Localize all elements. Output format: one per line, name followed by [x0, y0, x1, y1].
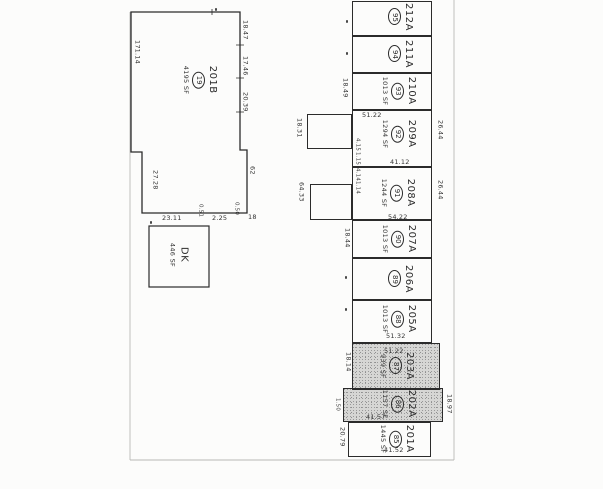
unit-201B-name: 201B: [207, 66, 218, 94]
unit-203A-id: 87: [392, 361, 400, 371]
unit-205A-label: [381, 305, 417, 334]
dimension-text: 18: [248, 213, 257, 221]
dimension-text: 1.15: [354, 152, 361, 166]
tick-mark: [346, 20, 348, 23]
unit-201A-id: 85: [392, 434, 400, 444]
unit-205A-id: 88: [394, 314, 402, 324]
dimension-text: 41.12: [390, 158, 410, 166]
unit-209A-extension-outline: [307, 114, 352, 149]
unit-202A-name: 202A: [406, 390, 417, 418]
unit-201B-area: 4195 SF: [182, 65, 190, 95]
tick-mark: [150, 221, 152, 224]
dimension-text: 41.57: [366, 413, 386, 421]
unit-206A-name: 206A: [403, 265, 414, 293]
unit-206A-id-circle: [388, 271, 401, 288]
dimension-text: 51.32: [386, 332, 406, 340]
dimension-text: 64.33: [297, 182, 306, 202]
unit-208A-area: 1244 SF: [380, 178, 388, 208]
dimension-text: 26.44: [436, 120, 445, 140]
unit-209A-name: 209A: [406, 120, 417, 148]
dimension-text: 51.22: [384, 347, 404, 355]
unit-201B-outline: [131, 12, 250, 216]
unit-210A-id-circle: [391, 82, 404, 99]
dimension-text: 51.22: [362, 111, 382, 119]
dimension-text: 18.97: [445, 394, 454, 414]
unit-201B-label: [182, 66, 218, 95]
unit-202A-id: 86: [394, 399, 402, 409]
unit-208A-name: 208A: [405, 179, 416, 207]
unit-DK-name: DK: [178, 247, 190, 263]
unit-211A-id: 94: [391, 49, 399, 59]
unit-201A-name: 201A: [404, 425, 415, 453]
unit-206A-label: [388, 265, 414, 293]
dimension-text: 1.14: [354, 181, 361, 195]
unit-205A-area: 1013 SF: [381, 304, 389, 334]
dimension-text: 2.25: [212, 214, 228, 222]
unit-212A-label: [388, 3, 414, 31]
unit-208A-id: 91: [393, 188, 401, 198]
dimension-text: 4.14: [354, 168, 361, 182]
dimension-text: 4.15: [354, 138, 361, 152]
dimension-text: 27.28: [151, 170, 160, 190]
tick-mark: [345, 308, 347, 311]
unit-209A-label: [381, 120, 417, 149]
unit-201A-area: 1445 SF: [379, 424, 387, 454]
unit-203A-area: 939 SF: [379, 353, 387, 379]
dimension-text: 18.44: [343, 228, 352, 248]
unit-205A-id-circle: [391, 310, 404, 327]
unit-206A-id: 89: [391, 274, 399, 284]
unit-209A-id-circle: [391, 125, 404, 142]
unit-209A-area: 1294 SF: [381, 119, 389, 149]
unit-203A-label: [379, 352, 415, 380]
unit-212A-name: 212A: [403, 3, 414, 31]
unit-DK-label: [169, 243, 190, 267]
unit-201A-id-circle: [389, 430, 402, 447]
unit-211A-name: 211A: [403, 40, 414, 68]
tick-mark: [215, 8, 217, 11]
unit-208A-id-circle: [390, 184, 403, 201]
dimension-text: 20.39: [241, 92, 250, 112]
dimension-text: 1.50: [334, 398, 341, 412]
dimension-text: 0.50: [233, 202, 240, 216]
unit-210A-area: 1013 SF: [381, 76, 389, 106]
unit-210A-name: 210A: [406, 77, 417, 105]
tick-mark: [346, 52, 348, 55]
dimension-text: 62: [248, 166, 257, 175]
dimension-text: 18.31: [295, 118, 304, 138]
dimension-text: 17.46: [241, 56, 250, 76]
unit-212A-id: 95: [391, 12, 399, 22]
unit-207A-id-circle: [391, 230, 404, 247]
unit-201B-id-circle: [192, 71, 205, 88]
unit-202A-area: 1157 SF: [381, 389, 389, 419]
dimension-text: 18.14: [344, 352, 353, 372]
tick-mark: [345, 276, 347, 279]
dimension-text: 26.44: [436, 180, 445, 200]
dimension-text: 18.47: [241, 20, 250, 40]
dimension-text: 23.11: [162, 214, 182, 222]
unit-210A-label: [381, 77, 417, 106]
unit-202A-label: [381, 390, 417, 419]
unit-202A-id-circle: [391, 395, 404, 412]
unit-208A-extension-outline: [310, 184, 352, 220]
unit-208A-label: [380, 179, 416, 208]
unit-211A-id-circle: [388, 46, 401, 63]
unit-207A-label: [381, 225, 417, 254]
survey-tick-marks: [212, 9, 244, 112]
unit-205A-name: 205A: [406, 305, 417, 333]
unit-207A-name: 207A: [406, 225, 417, 253]
unit-209A-id: 92: [394, 129, 402, 139]
unit-210A-id: 93: [394, 86, 402, 96]
unit-211A-label: [388, 40, 414, 68]
dimension-text: 41.52: [384, 446, 404, 454]
unit-203A-name: 203A: [404, 352, 415, 380]
dimension-text: 54.22: [388, 213, 408, 221]
dimension-text: 171.14: [133, 40, 142, 64]
unit-203A-id-circle: [389, 358, 402, 375]
unit-207A-area: 1013 SF: [381, 224, 389, 254]
dimension-text: 20.79: [338, 427, 347, 447]
unit-212A-id-circle: [388, 9, 401, 26]
dimension-text: 0.51: [197, 204, 204, 218]
unit-201B-id: 19: [195, 75, 203, 85]
unit-207A-id: 90: [394, 234, 402, 244]
unit-DK-area: 446 SF: [168, 242, 177, 268]
dimension-text: 18.49: [341, 78, 350, 98]
